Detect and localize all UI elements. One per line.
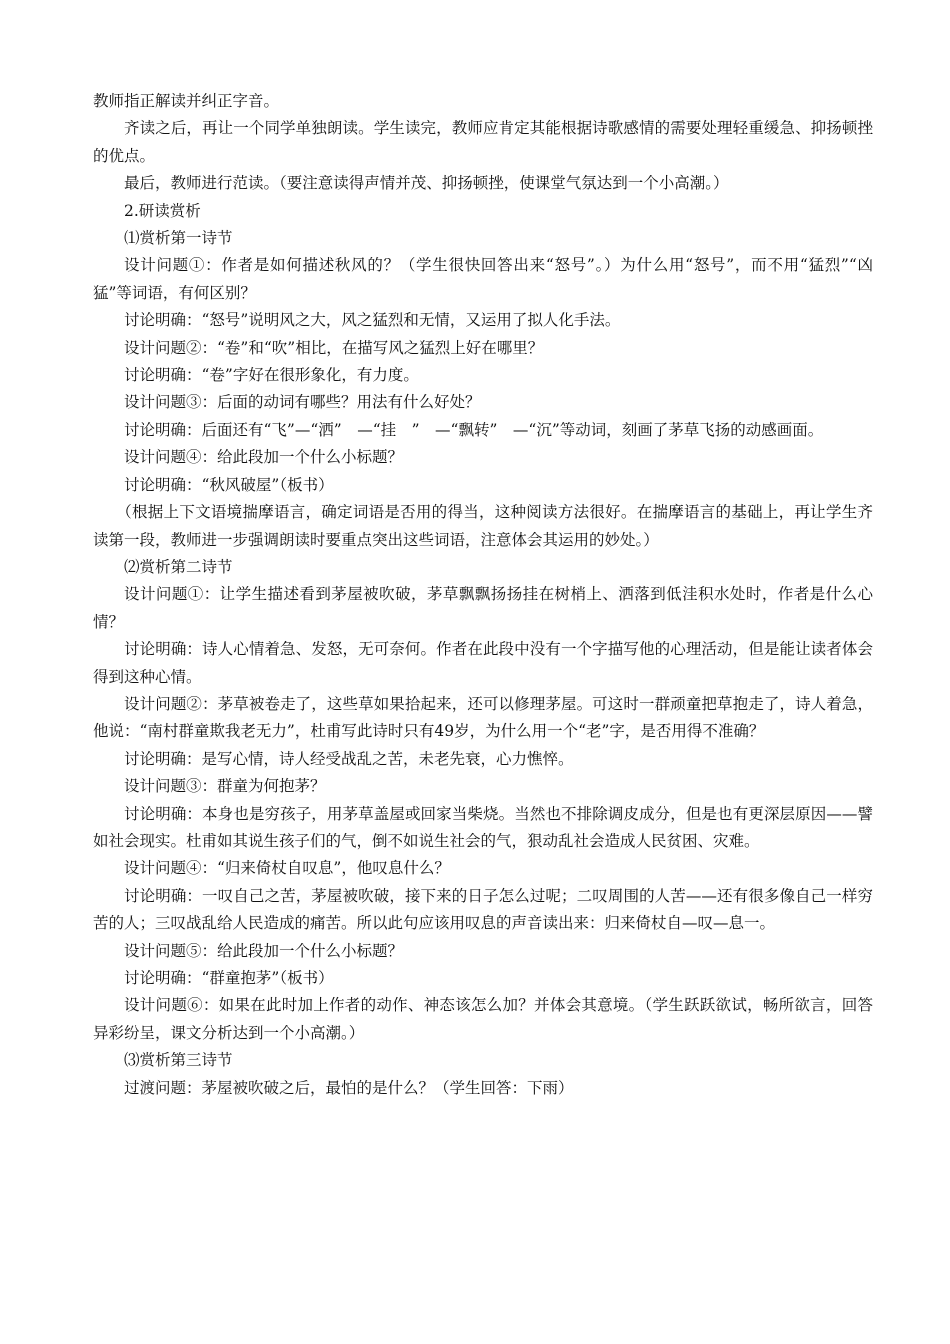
question-2-1: 设计问题①：让学生描述看到茅屋被吹破，茅草飘飘扬扬挂在树梢上、洒落到低洼积水处时，作者是什么心情？ bbox=[93, 585, 873, 631]
question-2-2: 设计问题②：茅草被卷走了，这些草如果拾起来，还可以修理茅屋。可这时一群顽童把草抱走了，诗人着急，他说：“南村群童欺我老无力”，杜甫写此诗时只有49岁，为什么用一个“老”字，是否用得不准确？ bbox=[93, 694, 873, 741]
question-1-2: 设计问题②：“卷”和“吹”相比，在描写风之猛烈上好在哪里？ bbox=[124, 338, 544, 357]
question-2-5: 设计问题⑤：给此段加一个什么小标题？ bbox=[124, 941, 404, 960]
transition-question: 过渡问题：茅屋被吹破之后，最怕的是什么？（学生回答：下雨） bbox=[124, 1078, 574, 1097]
answer-2-1: 讨论明确：诗人心情着急、发怒，无可奈何。作者在此段中没有一个字描写他的心理活动，但是能让读者体会得到这种心情。 bbox=[93, 640, 873, 686]
teaching-note-1: （根据上下文语境揣摩语言，确定词语是否用的得当，这种阅读方法很好。在揣摩语言的基础上，再让学生齐读第一段，教师进一步强调朗读时要重点突出这些词语，注意体会其运用的妙处。） bbox=[93, 503, 873, 549]
subsection-heading-stanza-1: ⑴赏析第一诗节 bbox=[124, 229, 233, 248]
paragraph-correction: 教师指正解读并纠正字音。 bbox=[93, 92, 280, 110]
question-1-4: 设计问题④：给此段加一个什么小标题？ bbox=[124, 448, 404, 467]
question-2-6: 设计问题⑥：如果在此时加上作者的动作、神态该怎么加？并体会其意境。（学生跃跃欲试，畅所欲言，回答异彩纷呈，课文分析达到一个小高潮。） bbox=[93, 996, 873, 1042]
answer-1-2: 讨论明确：“卷”字好在很形象化，有力度。 bbox=[124, 366, 419, 385]
question-1-3: 设计问题③：后面的动词有哪些？用法有什么好处？ bbox=[124, 393, 481, 412]
question-2-3: 设计问题③：群童为何抱茅？ bbox=[124, 777, 326, 796]
question-2-4: 设计问题④：“归来倚杖自叹息”，他叹息什么？ bbox=[124, 859, 450, 878]
subsection-heading-stanza-2: ⑵赏析第二诗节 bbox=[124, 557, 233, 576]
paragraph-group-reading: 齐读之后，再让一个同学单独朗读。学生读完，教师应肯定其能根据诗歌感情的需要处理轻重缓急、抑扬顿挫的优点。 bbox=[93, 119, 873, 165]
question-1-1: 设计问题①：作者是如何描述秋风的？（学生很快回答出来“怒号”。）为什么用“怒号”，而不用“猛烈”“凶猛”等词语，有何区别？ bbox=[93, 256, 873, 302]
answer-2-5: 讨论明确：“群童抱茅”（板书） bbox=[124, 969, 334, 987]
document-page bbox=[93, 88, 873, 1102]
subsection-heading-stanza-3: ⑶赏析第三诗节 bbox=[124, 1051, 233, 1070]
paragraph-model-reading: 最后，教师进行范读。（要注意读得声情并茂、抑扬顿挫，使课堂气氛达到一个小高潮。） bbox=[124, 174, 729, 193]
answer-2-3: 讨论明确：本身也是穷孩子，用茅草盖屋或回家当柴烧。当然也不排除调皮成分，但是也有更深层原因——譬如社会现实。杜甫如其说生孩子们的气，倒不如说生社会的气，狠动乱社会造成人民贫困、灾难。 bbox=[93, 804, 873, 850]
answer-1-3: 讨论明确：后面还有“飞”—“洒” —“挂 ” —“飘转” —“沉”等动词，刻画了茅草飞扬的动感画面。 bbox=[124, 420, 824, 439]
answer-1-4: 讨论明确：“秋风破屋”（板书） bbox=[124, 475, 334, 494]
answer-1-1: 讨论明确：“怒号”说明风之大，风之猛烈和无情，又运用了拟人化手法。 bbox=[124, 311, 621, 330]
section-heading-study: 2.研读赏析 bbox=[124, 201, 201, 220]
answer-2-4: 讨论明确：一叹自己之苦，茅屋被吹破，接下来的日子怎么过呢；二叹周围的人苦——还有很多像自己一样穷苦的人；三叹战乱给人民造成的痛苦。所以此句应该用叹息的声音读出来：归来倚杖自—叹—息一。 bbox=[93, 886, 873, 933]
answer-2-2: 讨论明确：是写心情，诗人经受战乱之苦，未老先衰，心力憔悴。 bbox=[124, 749, 574, 768]
